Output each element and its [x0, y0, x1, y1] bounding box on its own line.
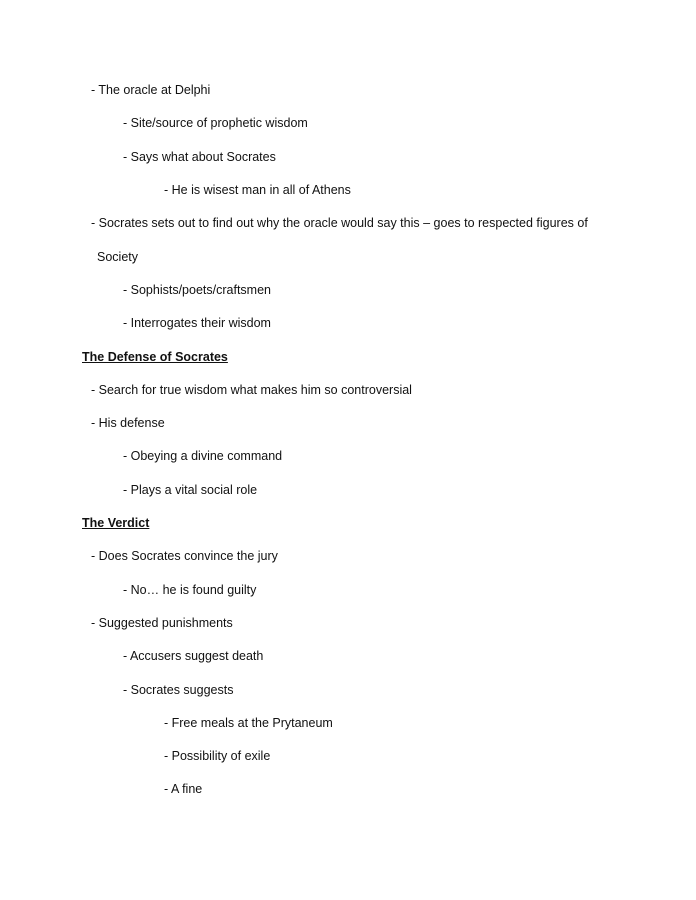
outline-item-suggested-punishments: - Suggested punishments	[91, 616, 233, 630]
outline-item-oracle: - The oracle at Delphi	[91, 83, 211, 97]
outline-item-socrates-sets-out-continued: Society	[97, 250, 138, 264]
outline-item-prophetic-site: - Site/source of prophetic wisdom	[123, 116, 308, 130]
outline-item-his-defense: - His defense	[91, 416, 165, 430]
outline-item-respected-figures: - Sophists/poets/craftsmen	[123, 283, 271, 297]
outline-item-divine-command: - Obeying a divine command	[123, 449, 283, 463]
outline-item-convince-jury: - Does Socrates convince the jury	[91, 549, 278, 563]
outline-item-wisest-man: - He is wisest man in all of Athens	[164, 183, 351, 197]
section-heading-verdict: The Verdict	[82, 516, 150, 530]
outline-item-free-meals: - Free meals at the Prytaneum	[164, 716, 333, 730]
outline-item-found-guilty: - No… he is found guilty	[123, 583, 257, 597]
outline-item-accusers-suggest-death: - Accusers suggest death	[123, 649, 264, 663]
outline-item-fine: - A fine	[164, 782, 203, 796]
outline-item-search-wisdom: - Search for true wisdom what makes him so controversial	[91, 383, 412, 397]
outline-item-socrates-suggests: - Socrates suggests	[123, 683, 234, 697]
section-heading-defense: The Defense of Socrates	[82, 350, 228, 364]
outline-item-says-what: - Says what about Socrates	[123, 150, 276, 164]
outline-item-exile: - Possibility of exile	[164, 749, 271, 763]
outline-item-social-role: - Plays a vital social role	[123, 483, 258, 497]
outline-item-socrates-sets-out: - Socrates sets out to find out why the oracle would say this – goes to respected figures of	[91, 216, 588, 230]
outline-item-interrogates: - Interrogates their wisdom	[123, 316, 271, 330]
